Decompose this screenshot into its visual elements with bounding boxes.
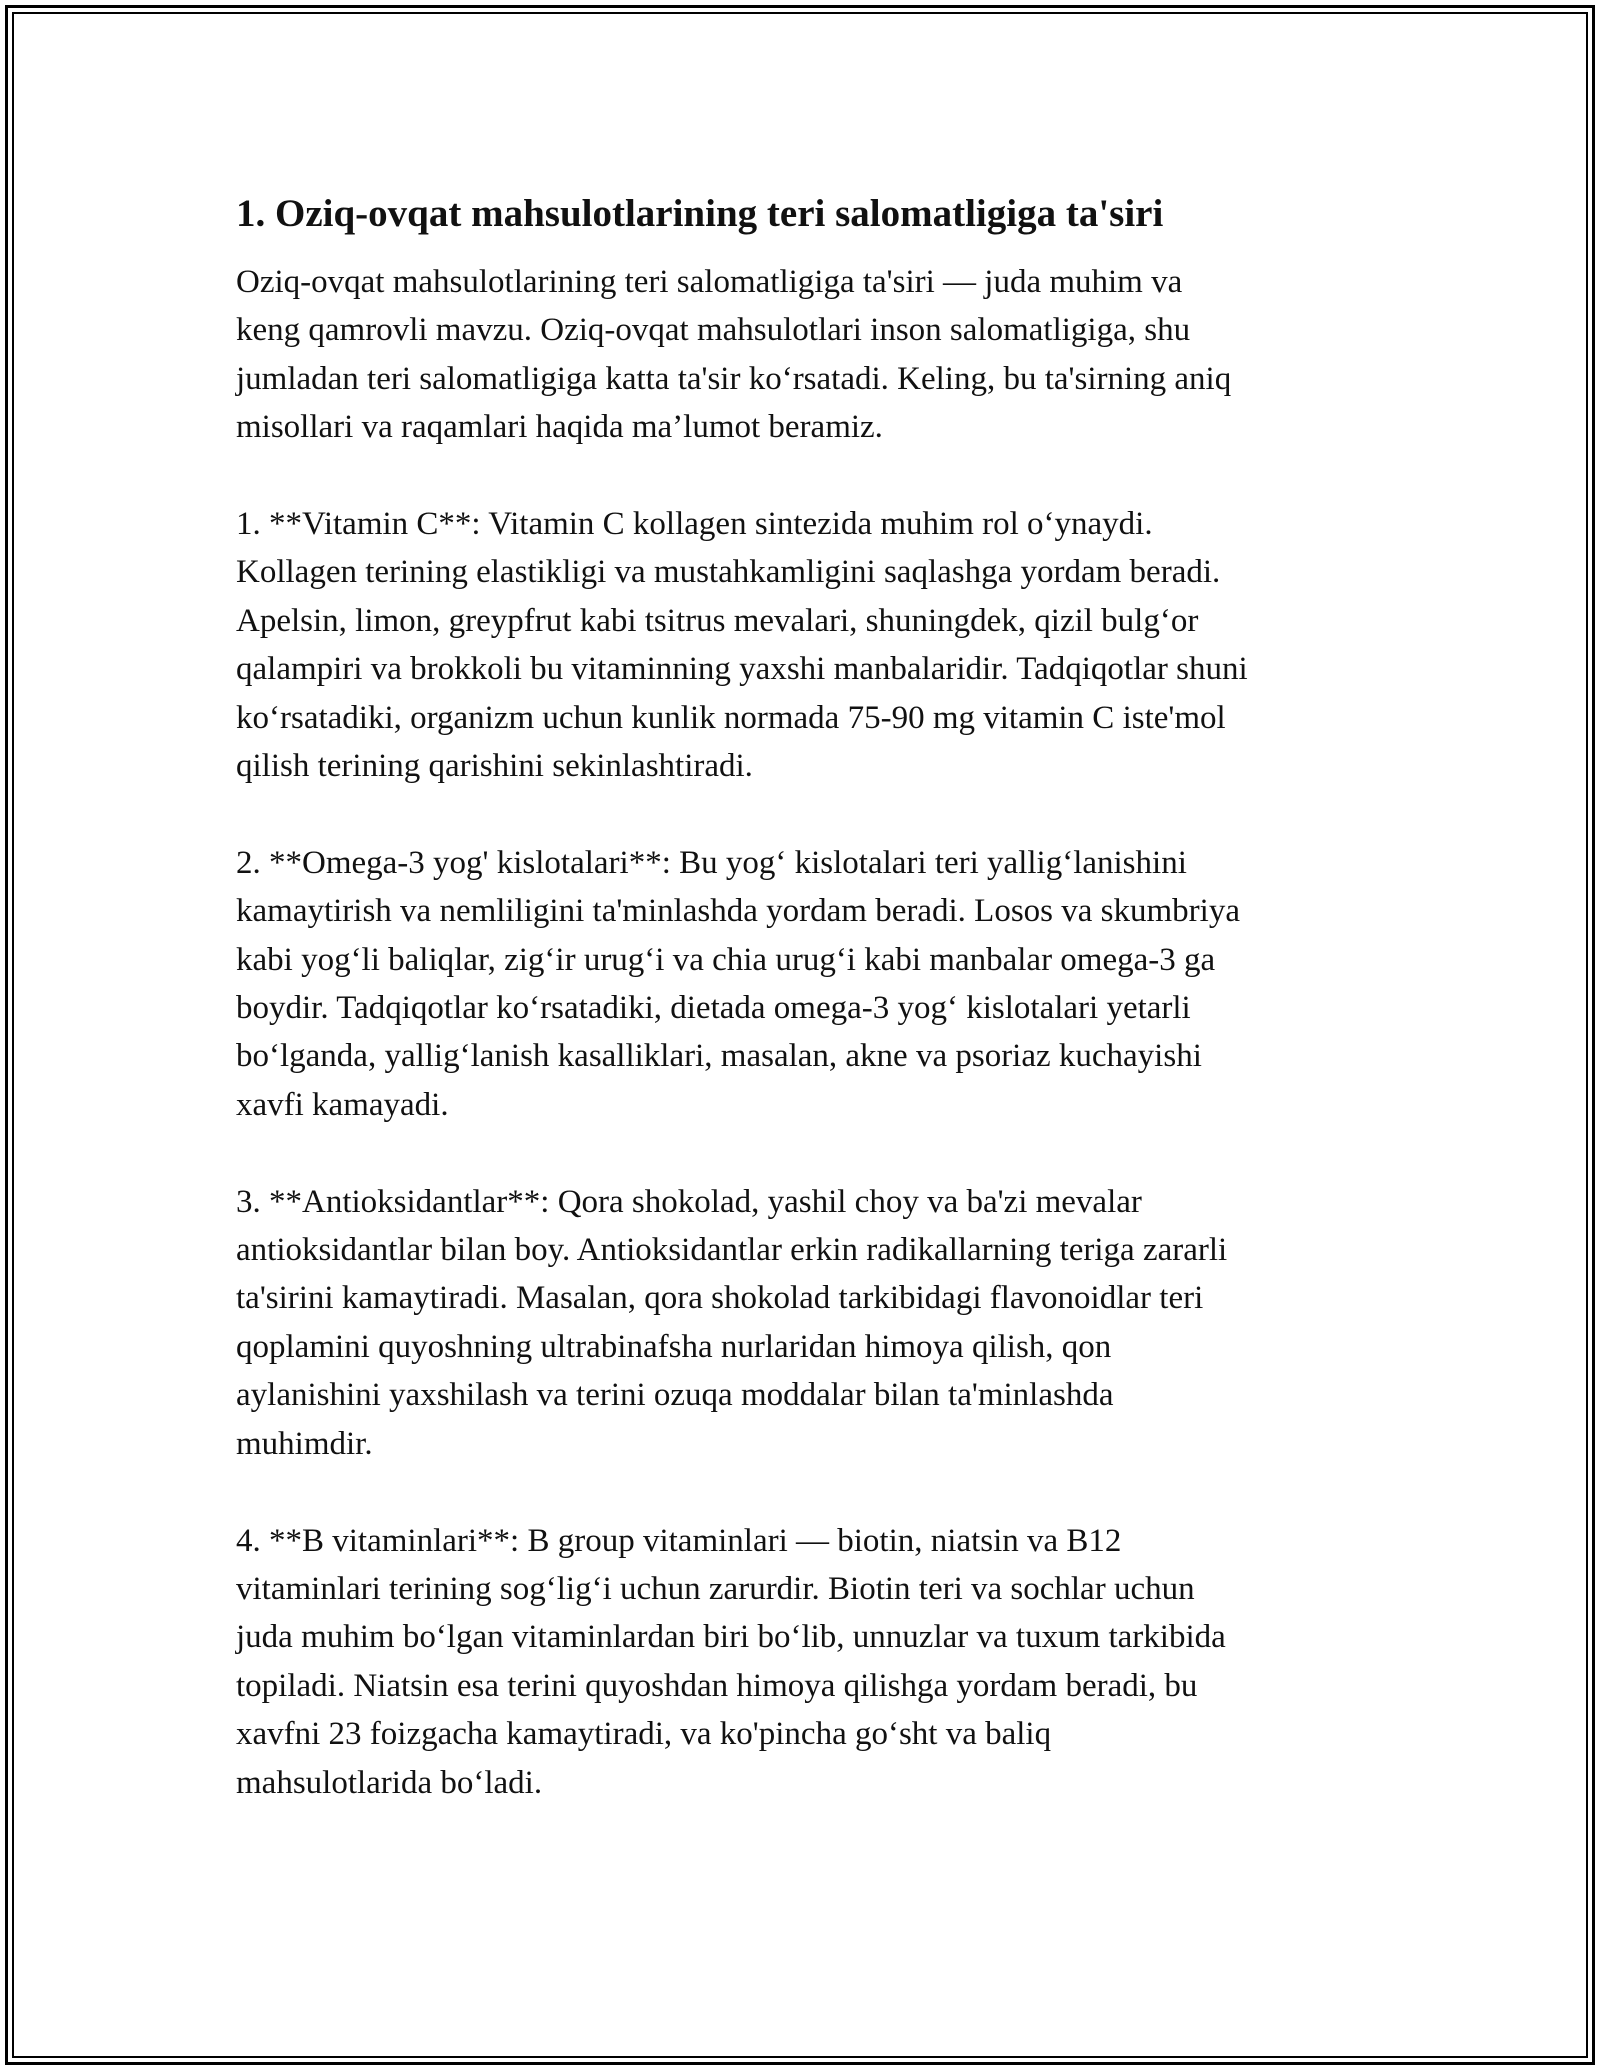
document-body <box>236 188 1396 1807</box>
list-item-vitamin-c: 1. **Vitamin C**: Vitamin C kollagen sintezida muhim rol o‘ynaydi. Kollagen terining elastikligi va mustahkamligini saqlashga yordam beradi. Apelsin, limon, greypfrut kabi tsitrus mevalari, shuningdek, qizil bulg‘or qalampiri va brokkoli bu vitaminning yaxshi manbalaridir. Tadqiqotlar shuni ko‘rsatadiki, organizm uchun kunlik normada 75-90 mg vitamin C iste'mol qilish terining qarishini sekinlashtiradi. <box>236 506 1248 785</box>
list-item-b-vitamins: 4. **B vitaminlari**: B group vitaminlari — biotin, niatsin va B12 vitaminlari terining sog‘lig‘i uchun zarurdir. Biotin teri va sochlar uchun juda muhim bo‘lgan vitaminlardan biri bo‘lib, unnuzlar va tuxum tarkibida topiladi. Niatsin esa terini quyoshdan himoya qilishga yordam beradi, bu xavfni 23 foizgacha kamaytiradi, va ko'pincha go‘sht va baliq mahsulotlarida bo‘ladi. <box>236 1522 1226 1801</box>
list-item-omega-3: 2. **Omega-3 yog' kislotalari**: Bu yog‘ kislotalari teri yallig‘lanishini kamaytirish va nemliligini ta'minlashda yordam beradi. Losos va skumbriya kabi yog‘li baliqlar, zig‘ir urug‘i va chia urug‘i kabi manbalar omega-3 ga boydir. Tadqiqotlar ko‘rsatadiki, dietada omega-3 yog‘ kislotalari yetarli bo‘lganda, yallig‘lanish kasalliklari, masalan, akne va psoriaz kuchayishi xavfi kamayadi. <box>236 844 1240 1123</box>
list-item-antioxidants: 3. **Antioksidantlar**: Qora shokolad, yashil choy va ba'zi mevalar antioksidantlar bilan boy. Antioksidantlar erkin radikallarning teriga zararli ta'sirini kamaytiradi. Masalan, qora shokolad tarkibidagi flavonoidlar teri qoplamini quyoshning ultrabinafsha nurlaridan himoya qilish, qon aylanishini yaxshilash va terini ozuqa moddalar bilan ta'minlashda muhimdir. <box>236 1183 1228 1462</box>
intro-paragraph: Oziq-ovqat mahsulotlarining teri salomatligiga ta'siri — juda muhim va keng qamrovli mavzu. Oziq-ovqat mahsulotlari inson salomatligiga, shu jumladan teri salomatligiga katta ta'sir ko‘rsatadi. Keling, bu ta'sirning aniq misollari va raqamlari haqida ma’lumot beramiz. <box>236 264 1232 446</box>
page-title: 1. Oziq-ovqat mahsulotlarining teri salomatligiga ta'siri <box>236 192 1164 235</box>
